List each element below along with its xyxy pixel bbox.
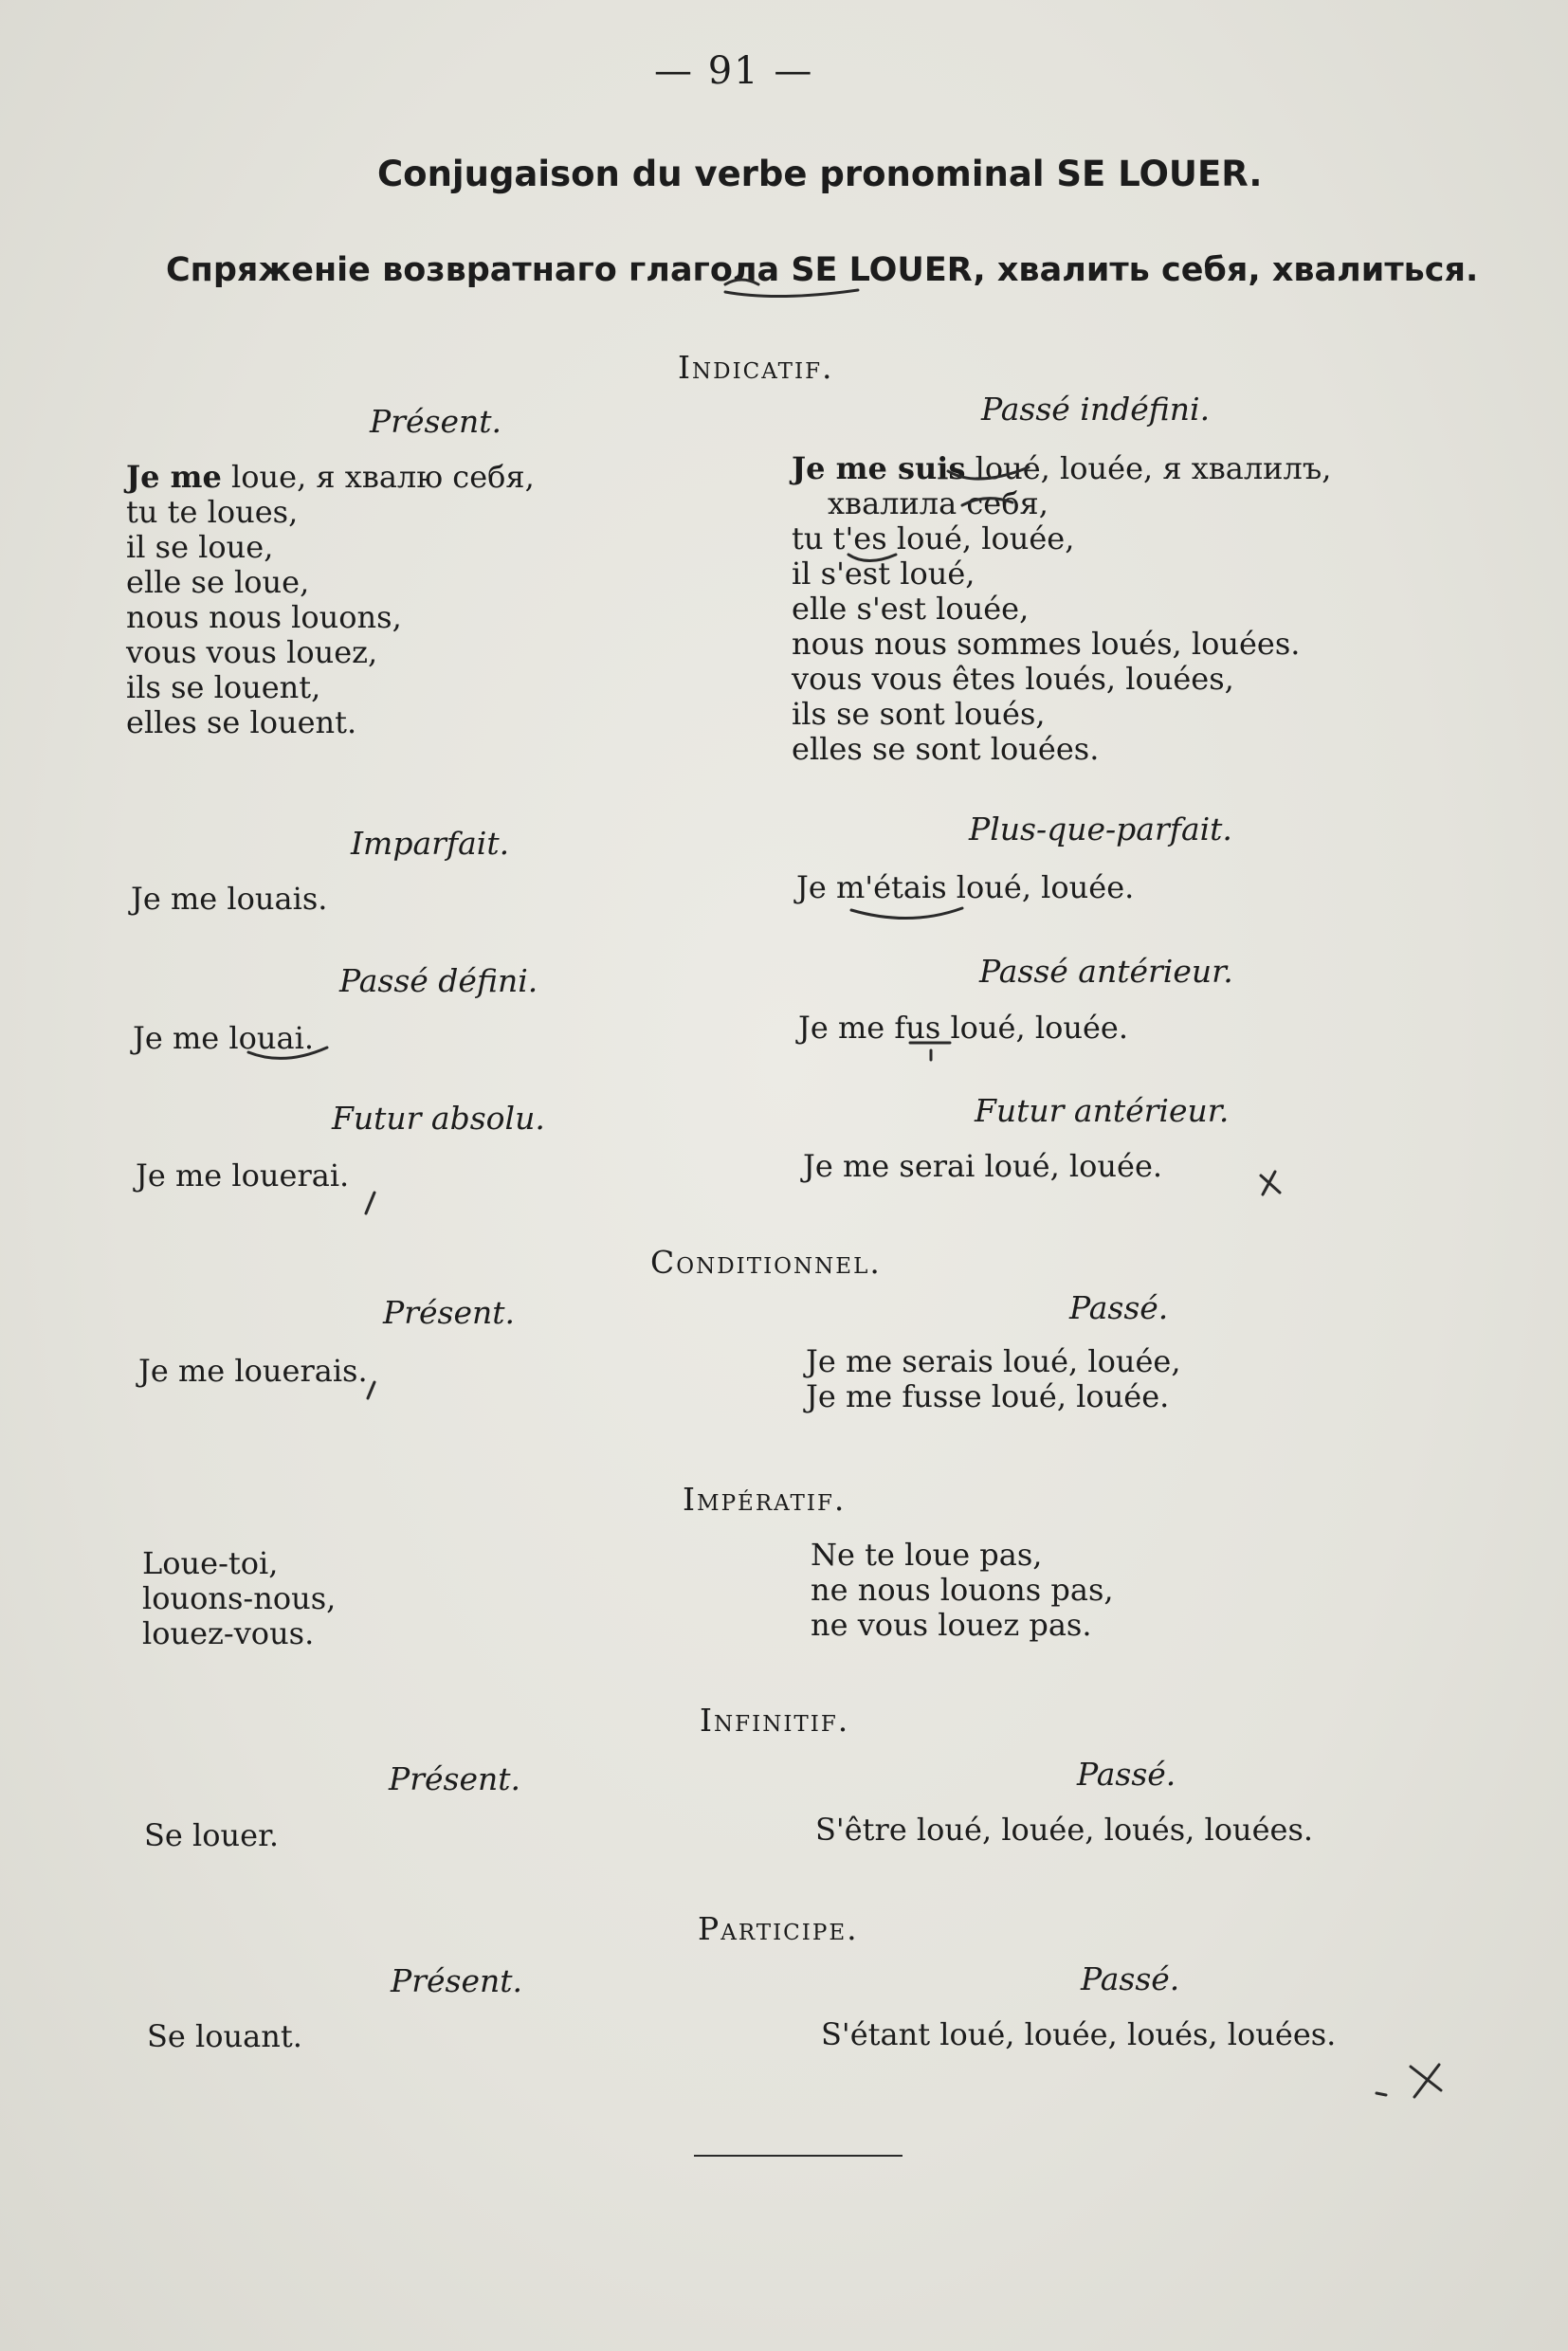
conjugation-line: nous nous sommes loués, louées. (792, 626, 1301, 662)
page-number: — 91 — (654, 49, 814, 93)
conjugation-line: nous nous louons, (126, 599, 402, 635)
subheading-passe: Passé. (1081, 1960, 1180, 1997)
section-heading-indicatif: Indicatif. (678, 349, 834, 386)
futur-absolu-text: Je me louerai. (136, 1157, 350, 1194)
subheading-futur-anterieur: Futur antérieur. (975, 1092, 1230, 1129)
conjugation-line: elles se sont louées. (792, 731, 1100, 767)
subheading-passe: Passé. (1069, 1289, 1169, 1326)
conjugation-line: хвалила себя, (828, 485, 1048, 521)
participe-present-text: Se louant. (147, 2018, 302, 2054)
conjugation-line: vous vous louez, (126, 634, 378, 670)
infinitif-present-text: Se louer. (144, 1817, 280, 1853)
conjugation-line: tu t'es loué, louée, (792, 520, 1075, 556)
imperative-line: ne vous louez pas. (811, 1607, 1092, 1643)
section-heading-infinitif: Infinitif. (700, 1702, 850, 1739)
conjugation-line: Je me fusse loué, louée. (806, 1378, 1170, 1414)
imperatif-affirmative (142, 1546, 336, 1651)
plus-que-parfait-text: Je m'étais loué, louée. (796, 869, 1135, 905)
conjugation-line: ils se louent, (126, 669, 321, 705)
subheading-plus-que-parfait: Plus-que-parfait. (969, 811, 1232, 847)
section-heading-imperatif: Impératif. (683, 1481, 847, 1518)
subheading-present: Présent. (391, 1962, 522, 1999)
imparfait-text: Je me louais. (131, 881, 328, 917)
conjugation-line: il se loue, (126, 529, 274, 565)
conditionnel-present-text: Je me louerais. (138, 1353, 368, 1389)
imperative-line: louez-vous. (142, 1615, 315, 1651)
cross-mark (1411, 2065, 1441, 2097)
section-heading-participe: Participe. (698, 1910, 859, 1947)
subheading-passe-anterieur: Passé antérieur. (979, 953, 1233, 990)
section-heading-conditionnel: Conditionnel. (650, 1244, 882, 1281)
passe-defini-text: Je me louai. (133, 1020, 314, 1056)
end-rule (694, 2155, 903, 2157)
subheading-present: Présent. (383, 1294, 515, 1331)
present-conjugation (126, 460, 535, 740)
imperative-line: Ne te loue pas, (811, 1537, 1043, 1573)
pencil-stroke (368, 1382, 374, 1398)
page-title-russian: Спряженіе возвратнаго глагола SE LOUER, хвалить себя, хвалиться. (166, 251, 1479, 289)
futur-anterieur-text: Je me serai loué, louée. (803, 1148, 1163, 1184)
passe-anterieur-text: Je me fus loué, louée. (798, 1010, 1128, 1046)
conjugation-line: vous vous êtes loués, louées, (792, 661, 1234, 697)
conjugation-line (792, 451, 1331, 486)
page-title-french: Conjugaison du verbe pronominal SE LOUER. (377, 154, 1263, 194)
participe-passe-text: S'étant loué, louée, loués, louées. (821, 2016, 1337, 2052)
imperative-line: ne nous louons pas, (811, 1572, 1114, 1608)
conjugation-line: elle se loue, (126, 564, 310, 600)
bold-pronoun: Je me (126, 459, 222, 495)
passe-indefini-conjugation (792, 451, 1331, 767)
pencil-stroke (1377, 2093, 1386, 2095)
first-line-rest: loué, louée, я хвалилъ, (965, 450, 1332, 486)
subheading-present: Présent. (370, 403, 501, 440)
conjugation-line: elles se louent. (126, 704, 357, 740)
subheading-passe: Passé. (1077, 1756, 1176, 1793)
first-line-rest: loue, я хвалю себя, (221, 459, 535, 495)
conjugation-line (126, 460, 535, 495)
imperatif-negative (811, 1538, 1114, 1643)
subheading-passe-defini: Passé défini. (339, 962, 538, 999)
bold-pronoun: Je me suis (792, 450, 966, 486)
cross-mark (1261, 1172, 1280, 1194)
subheading-imparfait: Imparfait. (351, 825, 510, 862)
subheading-futur-absolu: Futur absolu. (332, 1100, 545, 1137)
infinitif-passe-text: S'être loué, louée, loués, louées. (815, 1812, 1314, 1848)
conditionnel-passe-text (806, 1344, 1181, 1414)
subheading-present: Présent. (389, 1760, 520, 1797)
imperative-line: louons-nous, (142, 1580, 337, 1616)
conjugation-line: Je me serais loué, louée, (806, 1343, 1181, 1379)
conjugation-line: il s'est loué, (792, 556, 975, 592)
conjugation-line: tu te loues, (126, 494, 299, 530)
underline-mark (725, 290, 858, 297)
conjugation-line: ils se sont loués, (792, 696, 1046, 732)
imperative-line: Loue-toi, (142, 1545, 279, 1581)
pencil-stroke (366, 1193, 374, 1213)
subheading-passe-indefini: Passé indéfini. (981, 391, 1211, 428)
conjugation-line: elle s'est louée, (792, 591, 1030, 627)
underline-mark (851, 908, 962, 919)
